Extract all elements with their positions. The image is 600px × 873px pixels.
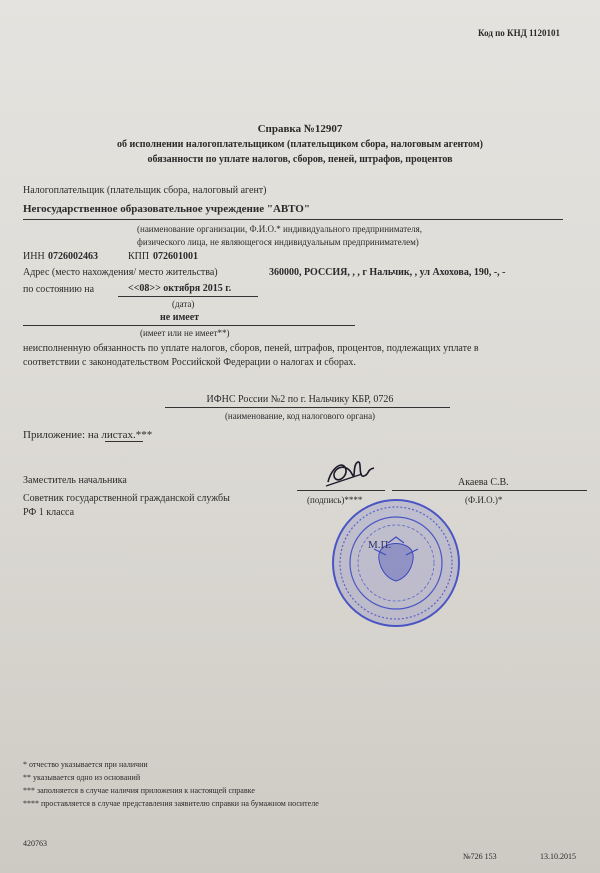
position-line-3: РФ 1 класса bbox=[23, 507, 75, 518]
person-name: Акаева С.В. bbox=[458, 477, 509, 488]
taxpayer-name: Негосударственное образовательное учреждение "АВТО" bbox=[23, 203, 310, 215]
status-text-1: неисполненную обязанность по уплате налогов, сборов, пеней, штрафов, процентов, подлежащих уплате в bbox=[23, 343, 479, 354]
has-obligation-value: не имеет bbox=[160, 312, 200, 323]
footnote-4: **** проставляется в случае представления заявителю справки на бумажном носителе bbox=[23, 799, 319, 808]
fio-underline bbox=[392, 490, 587, 491]
inn-value: 0726002463 bbox=[48, 251, 98, 262]
form-date: 13.10.2015 bbox=[540, 852, 576, 861]
title-line-2: об исполнении налогоплательщиком (плательщиком сбора, налоговым агентом) bbox=[117, 139, 483, 150]
form-number: №726 153 bbox=[463, 852, 497, 861]
taxpayer-hint-1: (наименование организации, Ф.И.О.* индивидуального предпринимателя, bbox=[137, 224, 423, 234]
authority-hint: (наименование, код налогового органа) bbox=[224, 411, 376, 421]
authority-name: ИФНС России №2 по г. Нальчику КБР, 0726 bbox=[206, 394, 394, 405]
inn-label: ИНН bbox=[23, 251, 45, 262]
footnote-1: * отчество указывается при наличии bbox=[23, 760, 148, 769]
fio-hint: (Ф.И.О.)* bbox=[465, 495, 503, 505]
has-obligation-underline bbox=[23, 325, 355, 326]
footer-left-code: 420763 bbox=[23, 839, 47, 848]
footnote-3: *** заполняется в случае наличия приложения к настоящей справке bbox=[23, 786, 255, 795]
signature-underline bbox=[297, 490, 385, 491]
kpp-label: КПП bbox=[128, 251, 150, 262]
date-hint: (дата) bbox=[172, 299, 195, 309]
taxpayer-label: Налогоплательщик (плательщик сбора, налоговый агент) bbox=[23, 185, 267, 196]
appendix-underline bbox=[105, 441, 143, 442]
has-obligation-hint: (имеет или не имеет**) bbox=[140, 328, 230, 338]
handwritten-signature bbox=[322, 452, 382, 492]
title-line-3: обязанности по уплате налогов, сборов, пеней, штрафов, процентов bbox=[147, 154, 453, 165]
as-of-label: по состоянию на bbox=[23, 284, 95, 295]
authority-underline bbox=[165, 407, 450, 408]
taxpayer-name-underline bbox=[23, 219, 563, 220]
status-text-2: соответствии с законодательством Российской Федерации о налогах и сборах. bbox=[23, 357, 356, 368]
address-label: Адрес (место нахождения/ место жительства) bbox=[23, 267, 218, 278]
stamp-mp: М.П. bbox=[368, 539, 392, 551]
date-underline bbox=[118, 296, 258, 297]
position-line-1: Заместитель начальника bbox=[23, 475, 127, 486]
sign-hint: (подпись)**** bbox=[307, 495, 363, 505]
official-stamp bbox=[330, 497, 462, 629]
footnote-2: ** указывается одно из оснований bbox=[23, 773, 141, 782]
address-value: 360000, РОССИЯ, , , г Нальчик, , ул Ахохова, 190, -, - bbox=[269, 267, 506, 278]
appendix-text: Приложение: на листах.*** bbox=[23, 429, 153, 441]
kpp-value: 072601001 bbox=[153, 251, 198, 262]
taxpayer-hint-2: физического лица, не являющегося индивидуальным предпринимателем) bbox=[137, 237, 419, 247]
knd-code: Код по КНД 1120101 bbox=[478, 28, 561, 38]
certificate-number: Справка №12907 bbox=[257, 123, 343, 135]
position-line-2: Советник государственной гражданской службы bbox=[23, 493, 230, 504]
status-date: <<08>> октября 2015 г. bbox=[128, 283, 232, 294]
